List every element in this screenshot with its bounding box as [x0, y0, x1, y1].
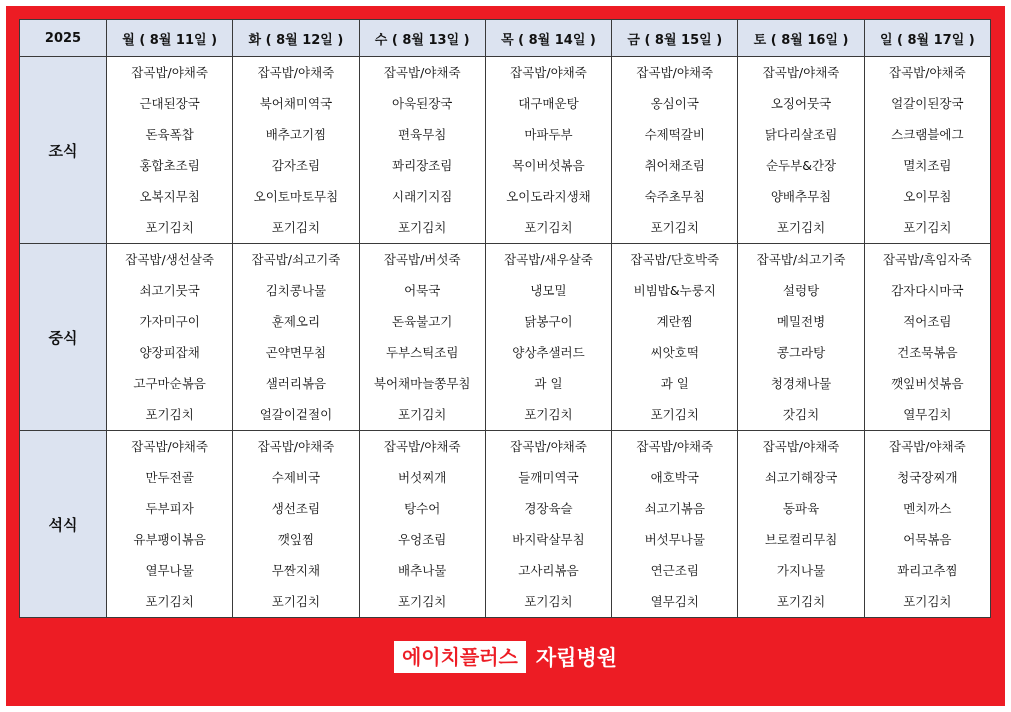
menu-item: 포기김치 [398, 407, 447, 422]
menu-item: 시래기지짐 [392, 189, 453, 204]
menu-item: 청경채나물 [770, 376, 832, 391]
menu-item: 메밀전병 [776, 314, 826, 329]
menu-item: 우엉조림 [398, 532, 447, 547]
menu-item: 두부스틱조림 [385, 345, 459, 360]
menu-item: 잡곡밥/쇠고기죽 [756, 252, 846, 267]
meal-body [20, 57, 991, 618]
menu-item: 버섯무나물 [644, 532, 705, 547]
menu-item: 포기김치 [271, 220, 321, 235]
menu-item: 쇠고기해장국 [764, 470, 838, 485]
menu-item: 적어조림 [903, 314, 952, 329]
menu-item: 잡곡밥/야채죽 [383, 439, 461, 454]
menu-item: 버섯찌개 [398, 470, 447, 485]
menu-cell-fri [612, 244, 738, 431]
menu-item: 마파두부 [524, 127, 573, 142]
menu-cell-wed [359, 244, 485, 431]
menu-item: 얼갈이된장국 [891, 96, 964, 111]
menu-item: 포기김치 [524, 594, 573, 609]
menu-item: 갓김치 [782, 407, 820, 422]
menu-item: 콩그라탕 [776, 345, 826, 360]
menu-item: 애호박국 [650, 470, 699, 485]
menu-item: 무짠지채 [271, 563, 321, 578]
menu-item: 열무나물 [145, 563, 194, 578]
menu-item: 포기김치 [145, 220, 194, 235]
menu-cell-fri [612, 57, 738, 244]
menu-item: 과 일 [534, 376, 563, 391]
menu-item: 잡곡밥/버섯죽 [383, 252, 461, 267]
menu-item: 잡곡밥/야채죽 [889, 439, 966, 454]
menu-item: 포기김치 [776, 220, 826, 235]
menu-item: 오이도라지생채 [506, 189, 591, 204]
menu-frame [6, 6, 1005, 706]
menu-cell-thu [485, 431, 611, 618]
menu-item: 닭다리살조림 [764, 127, 838, 142]
menu-cell-mon [107, 431, 233, 618]
menu-cell-sun [864, 431, 990, 618]
menu-item: 비빔밥&누룽지 [633, 283, 716, 298]
day-header-sat: 토 ( 8월 16일 ) [738, 20, 864, 57]
menu-item: 동파육 [782, 501, 820, 516]
menu-cell-wed [359, 57, 485, 244]
menu-item: 잡곡밥/야채죽 [257, 65, 335, 80]
menu-item: 얼갈이겉절이 [259, 407, 333, 422]
menu-item: 편육무침 [398, 127, 447, 142]
menu-item: 감자조림 [271, 158, 321, 173]
menu-item: 잡곡밥/야채죽 [889, 65, 966, 80]
menu-item: 계란찜 [656, 314, 693, 329]
meal-label: 석식 [20, 431, 107, 618]
menu-item: 양장피잡채 [139, 345, 200, 360]
menu-item: 만두전골 [145, 470, 194, 485]
day-header-thu: 목 ( 8월 14일 ) [485, 20, 611, 57]
menu-item: 순두부&간장 [765, 158, 837, 173]
menu-item: 양배추무침 [770, 189, 832, 204]
menu-item: 북어채미역국 [259, 96, 333, 111]
menu-item: 건조묵볶음 [897, 345, 958, 360]
menu-item: 꽈리장조림 [392, 158, 453, 173]
menu-item: 깻잎찜 [277, 532, 315, 547]
menu-cell-sat [738, 57, 864, 244]
menu-item: 포기김치 [145, 407, 194, 422]
menu-item: 잡곡밥/야채죽 [131, 439, 208, 454]
menu-item: 훈제오리 [271, 314, 321, 329]
menu-item: 경장육슬 [524, 501, 573, 516]
day-header-mon: 월 ( 8월 11일 ) [107, 20, 233, 57]
menu-item: 근대된장국 [139, 96, 200, 111]
menu-item: 씨앗호떡 [650, 345, 699, 360]
menu-item: 잡곡밥/생선살죽 [125, 252, 215, 267]
menu-item: 돈육폭찹 [145, 127, 194, 142]
menu-item: 배추고기찜 [265, 127, 327, 142]
menu-item: 깻잎버섯볶음 [891, 376, 964, 391]
menu-item: 잡곡밥/야채죽 [762, 439, 840, 454]
menu-item: 포기김치 [398, 220, 447, 235]
day-header-sun: 일 ( 8월 17일 ) [864, 20, 990, 57]
menu-cell-mon [107, 57, 233, 244]
menu-cell-tue [233, 57, 359, 244]
meal-label: 중식 [20, 244, 107, 431]
menu-item: 포기김치 [903, 594, 952, 609]
meal-row [20, 244, 991, 431]
menu-item: 설렁탕 [782, 283, 820, 298]
menu-item: 쇠고기뭇국 [139, 283, 200, 298]
meal-label: 조식 [20, 57, 107, 244]
day-header-wed: 수 ( 8월 13일 ) [359, 20, 485, 57]
year-header: 2025 [20, 20, 107, 57]
menu-item: 가지나물 [776, 563, 826, 578]
menu-item: 오이무침 [903, 189, 952, 204]
menu-item: 포기김치 [398, 594, 447, 609]
menu-item: 열무김치 [650, 594, 699, 609]
menu-item: 잡곡밥/야채죽 [510, 65, 587, 80]
menu-item: 숙주초무침 [644, 189, 705, 204]
menu-item: 곤약면무침 [265, 345, 327, 360]
menu-item: 두부피자 [145, 501, 194, 516]
menu-item: 멸치조림 [903, 158, 952, 173]
menu-item: 잡곡밥/야채죽 [131, 65, 208, 80]
menu-item: 잡곡밥/야채죽 [762, 65, 840, 80]
menu-item: 돈육불고기 [392, 314, 453, 329]
menu-cell-thu [485, 57, 611, 244]
meal-row [20, 431, 991, 618]
menu-item: 연근조림 [650, 563, 699, 578]
menu-item: 과 일 [660, 376, 689, 391]
menu-item: 김치콩나물 [265, 283, 327, 298]
menu-item: 잡곡밥/야채죽 [510, 439, 587, 454]
menu-item: 포기김치 [145, 594, 194, 609]
menu-item: 탕수어 [404, 501, 441, 516]
menu-item: 포기김치 [271, 594, 321, 609]
menu-cell-thu [485, 244, 611, 431]
menu-item: 유부팽이볶음 [133, 532, 206, 547]
meal-row [20, 57, 991, 244]
menu-item: 오이토마토무침 [253, 189, 339, 204]
menu-item: 멘치까스 [903, 501, 952, 516]
brand-text: 자립병원 [535, 646, 618, 670]
menu-item: 잡곡밥/야채죽 [636, 439, 714, 454]
menu-item: 옹심이국 [650, 96, 699, 111]
menu-item: 포기김치 [524, 407, 573, 422]
menu-item: 오징어뭇국 [770, 96, 832, 111]
menu-item: 열무김치 [903, 407, 952, 422]
menu-cell-mon [107, 244, 233, 431]
menu-item: 대구매운탕 [518, 96, 579, 111]
menu-item: 수제떡갈비 [644, 127, 705, 142]
menu-item: 잡곡밥/야채죽 [383, 65, 461, 80]
menu-item: 포기김치 [903, 220, 952, 235]
menu-cell-wed [359, 431, 485, 618]
day-header-tue: 화 ( 8월 12일 ) [233, 20, 359, 57]
hospital-logo [6, 641, 1005, 673]
menu-item: 배추나물 [398, 563, 447, 578]
menu-item: 아욱된장국 [392, 96, 453, 111]
menu-cell-tue [233, 431, 359, 618]
menu-item: 포기김치 [524, 220, 573, 235]
menu-cell-sat [738, 244, 864, 431]
menu-item: 수제비국 [271, 470, 321, 485]
menu-cell-sun [864, 244, 990, 431]
menu-item: 청국장찌개 [897, 470, 958, 485]
menu-item: 취어채조림 [644, 158, 705, 173]
menu-item: 고사리볶음 [518, 563, 579, 578]
menu-item: 잡곡밥/야채죽 [636, 65, 714, 80]
weekly-meal-table [19, 19, 991, 618]
menu-item: 목이버섯볶음 [512, 158, 585, 173]
menu-item: 양상추샐러드 [512, 345, 585, 360]
menu-item: 잡곡밥/쇠고기죽 [251, 252, 341, 267]
menu-cell-tue [233, 244, 359, 431]
menu-item: 쇠고기볶음 [644, 501, 705, 516]
menu-item: 바지락살무침 [512, 532, 585, 547]
menu-item: 고구마순볶음 [133, 376, 206, 391]
menu-item: 홍합초조림 [139, 158, 200, 173]
menu-item: 샐러리볶음 [265, 376, 327, 391]
menu-item: 감자다시마국 [891, 283, 964, 298]
header-row [20, 20, 991, 57]
day-header-fri: 금 ( 8월 15일 ) [612, 20, 738, 57]
menu-cell-sat [738, 431, 864, 618]
menu-item: 오복지무침 [139, 189, 200, 204]
menu-item: 잡곡밥/단호박죽 [630, 252, 720, 267]
menu-item: 가자미구이 [139, 314, 200, 329]
menu-item: 포기김치 [650, 220, 699, 235]
menu-item: 포기김치 [650, 407, 699, 422]
menu-item: 어묵국 [404, 283, 441, 298]
menu-item: 냉모밀 [530, 283, 567, 298]
menu-item: 닭봉구이 [524, 314, 573, 329]
menu-item: 꽈리고추찜 [897, 563, 958, 578]
menu-cell-sun [864, 57, 990, 244]
menu-item: 브로컬리무침 [764, 532, 838, 547]
menu-item: 잡곡밥/새우살죽 [504, 252, 593, 267]
menu-cell-fri [612, 431, 738, 618]
menu-item: 북어채마늘쫑무침 [373, 376, 471, 391]
menu-item: 잡곡밥/흑임자죽 [882, 252, 972, 267]
brand-box: 에이치플러스 [394, 641, 526, 673]
menu-item: 잡곡밥/야채죽 [257, 439, 335, 454]
menu-item: 생선조림 [271, 501, 321, 516]
menu-item: 포기김치 [776, 594, 826, 609]
menu-item: 들깨미역국 [518, 470, 579, 485]
menu-item: 어묵볶음 [903, 532, 952, 547]
menu-item: 스크램블에그 [891, 127, 964, 142]
